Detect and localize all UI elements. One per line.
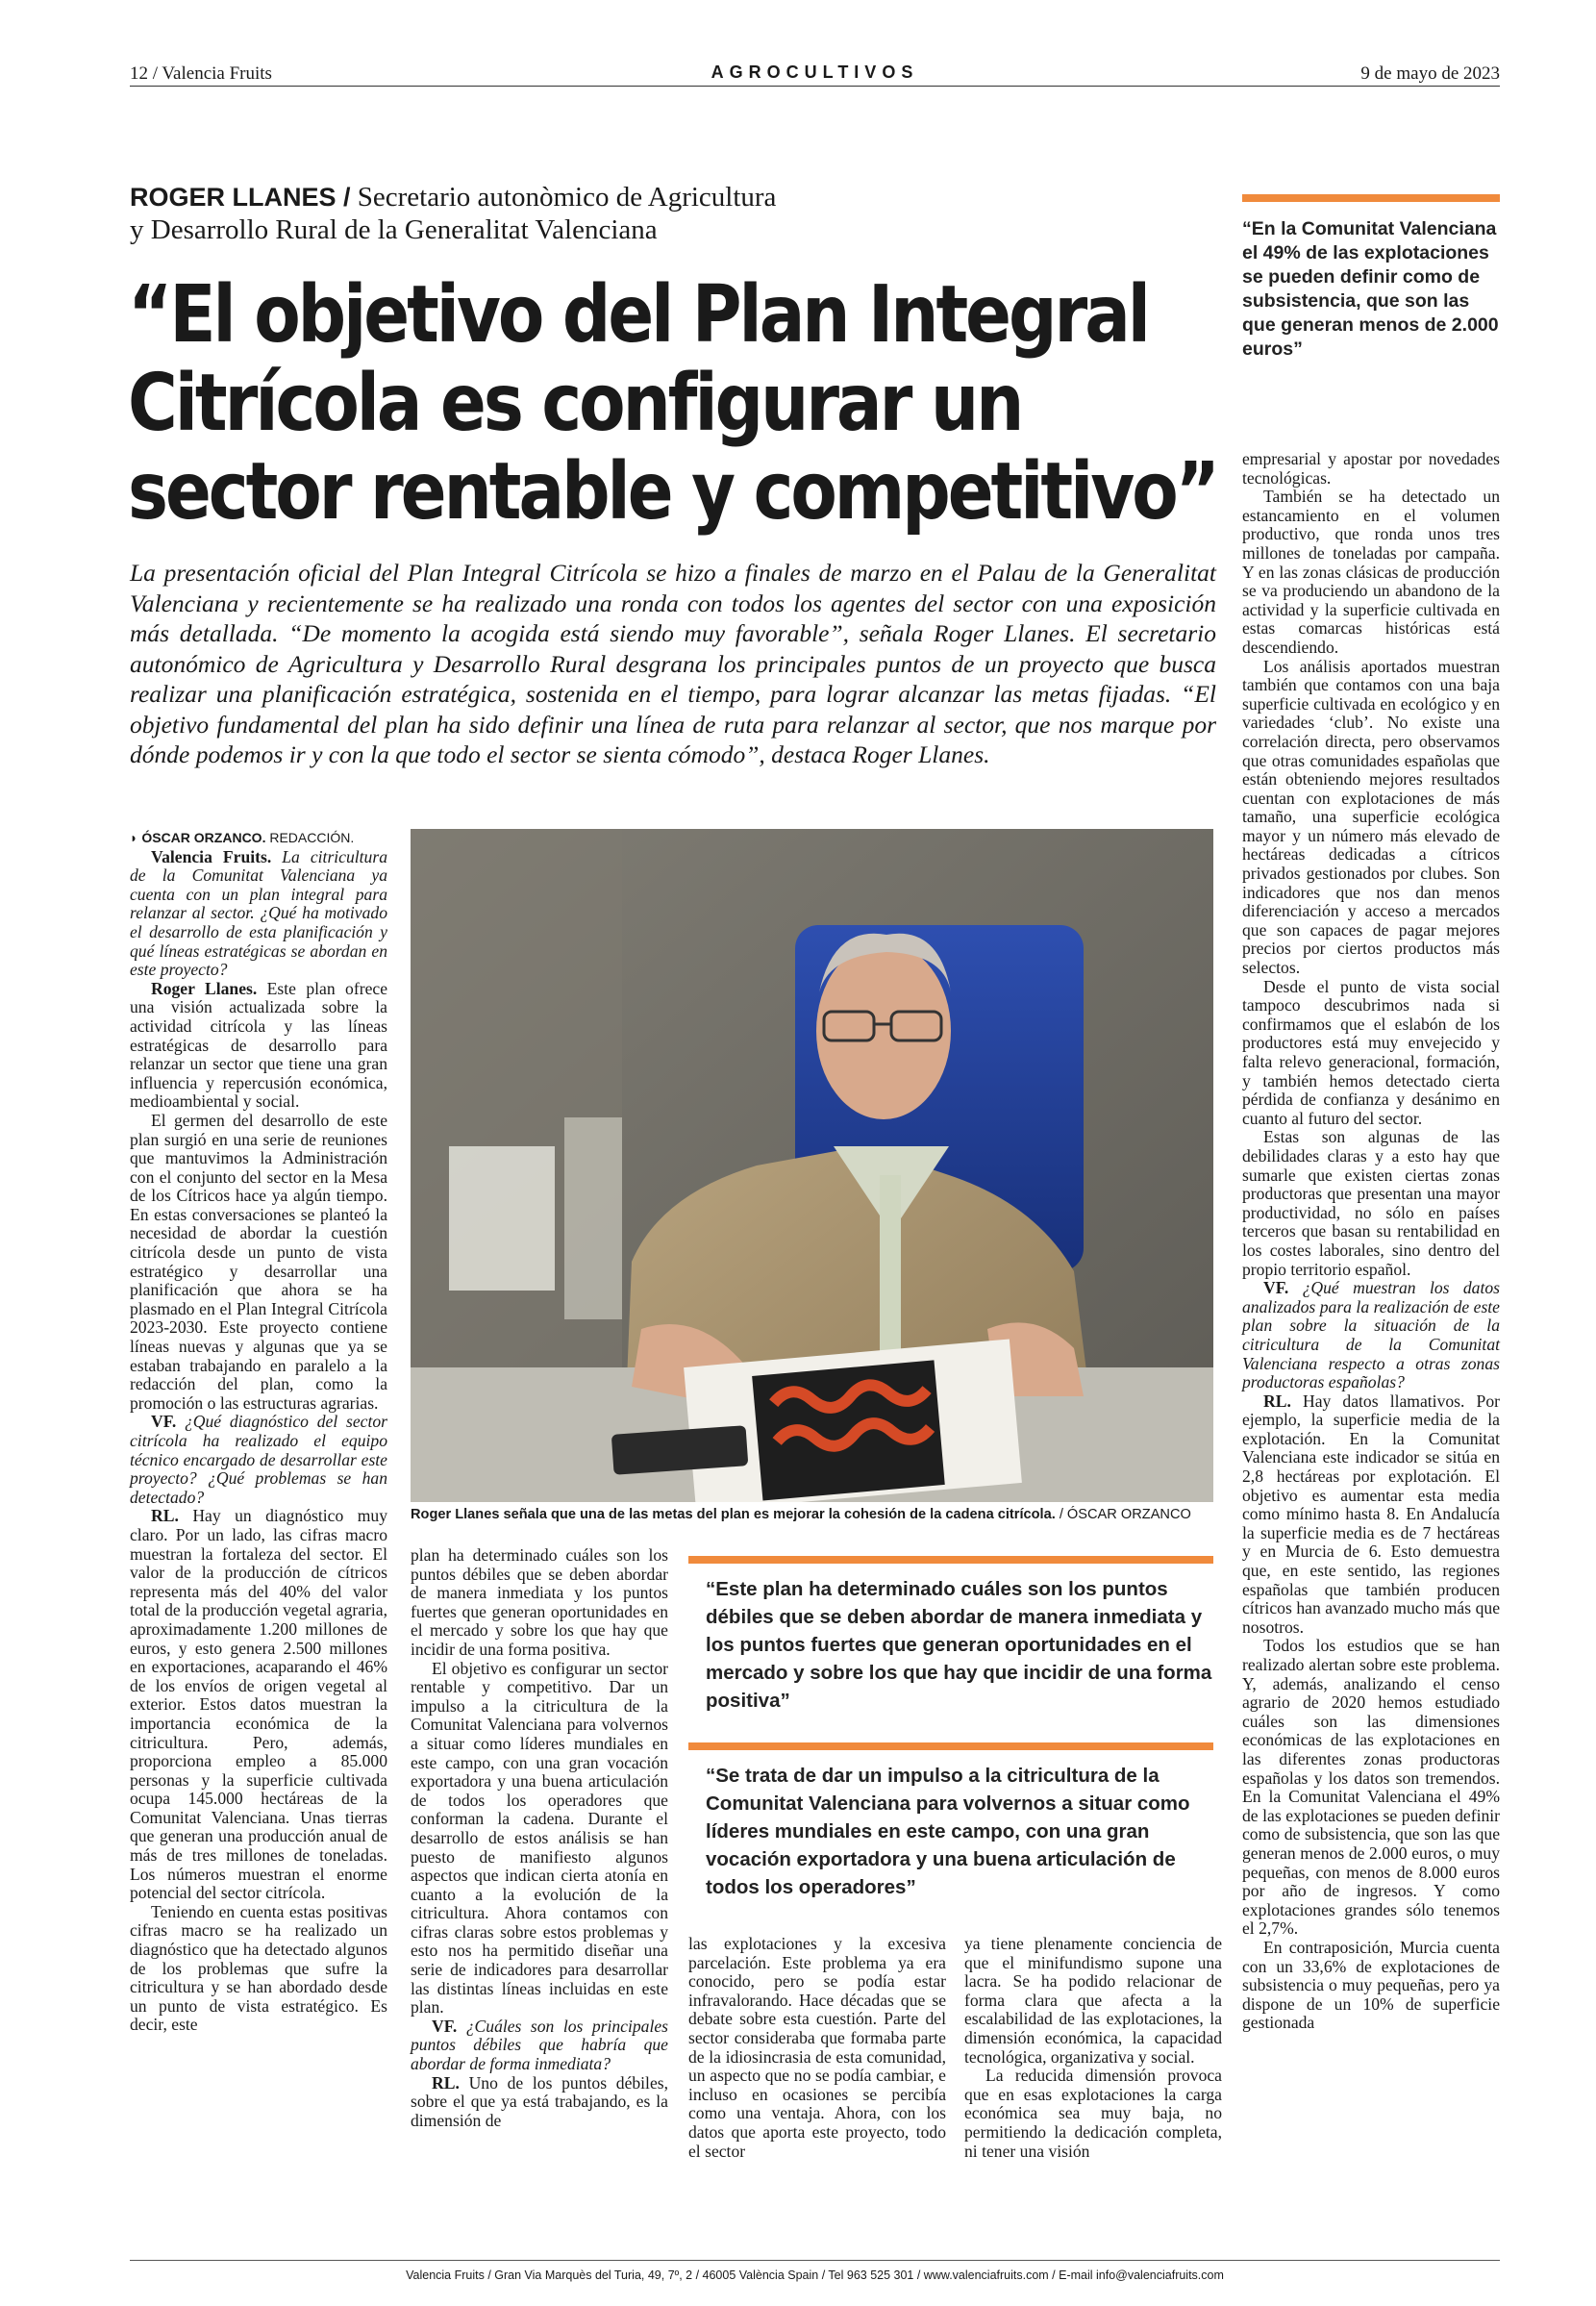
paragraph-text: El germen del desarrollo de este plan surgió en una serie de reuniones que mantuvimos la Administración con el conjunto del sector en la Mesa de los Cítricos hace ya algún tiempo. En estas conversaciones se planteó la necesidad de abordar la cuestión citrícola desde un punto de vista estratégico y desarrollar una planificación que ahora se ha plasmado en el Plan Integral Citrícola 2023-2030. Este proyecto contiene líneas nuevas y algunas que ya se estaban trabajando en paralelo a la redacción del plan, como la promoción o las estructuras agrarias. xyxy=(130,1110,387,1413)
interview-question: ¿Qué diagnóstico del sector citrícola ha realizado el equipo técnico encargado de desarrollar este proyecto? ¿Qué problemas se han detectado? xyxy=(130,1412,387,1507)
speaker-lead: RL. xyxy=(1263,1391,1303,1411)
paragraph-text: La reducida dimensión provoca que en esas explotaciones la carga económica sea muy baja, no permitiendo la dedicación completa, ni tener una visión xyxy=(964,2066,1222,2161)
paragraph-text: En contraposición, Murcia cuenta con un 33,6% de explotaciones de subsistencia o muy pequeñas, pero ya dispone de un 10% de superficie gestionada xyxy=(1242,1937,1500,2033)
speaker-lead: Roger Llanes. xyxy=(151,978,267,998)
body-paragraph xyxy=(130,1112,387,1414)
interviewee-role-2: y Desarrollo Rural de la Generalitat Valenciana xyxy=(130,214,658,245)
body-paragraph xyxy=(1242,658,1500,978)
accent-bar xyxy=(688,1742,1213,1750)
issue-date: 9 de mayo de 2023 xyxy=(1360,63,1500,84)
interviewee-byline xyxy=(130,181,1207,246)
body-column-5 xyxy=(1242,450,1500,2033)
page-number-section: 12 / Valencia Fruits xyxy=(130,63,272,84)
headline: “El objetivo del Plan Integral Citrícola es configurar un sector rentable y competitivo” xyxy=(128,269,1218,538)
paragraph-text: El objetivo es configurar un sector rentable y competitivo. Dar un impulso a la citricultura de la Comunitat Valenciana para volvernos a situar como líderes mundiales en este campo, con una gran vocación exportadora y una buena articulación de todos los operadores que conforman la cadena. Durante el desarrollo de estos análisis se han puesto de manifiesto algunos aspectos que indican cierta atonía en cuanto a la evolución de la citricultura. Ahora contamos con cifras claras sobre estos problemas y esto nos ha permitido diseñar una serie de indicadores para desarrollar las distintas líneas incluidas en este plan. xyxy=(411,1658,668,2018)
pull-quote-1 xyxy=(688,1556,1213,1715)
intro-paragraph: La presentación oficial del Plan Integral Citrícola se hizo a finales de marzo en el Palau de la Generalitat Valenciana y recientemente se ha realizado una ronda con todos los agentes del sector con una exposición más detallada. “De momento la acogida está siendo muy favorable”, señala Roger Llanes. El secretario autonómico de Agricultura y Desarrollo Rural desgrana los principales puntos de un proyecto que busca realizar una planificación estratégica, sostenida en el tiempo, para lograr alcanzar las metas fijadas. “El objetivo fundamental del plan ha sido definir una línea de ruta para relanzar al sector, que nos marque por dónde podemos ir y con la que todo el sector se sienta cómodo”, destaca Roger Llanes. xyxy=(130,559,1216,768)
paragraph-text: Hay datos llamativos. Por ejemplo, la superficie media de la explotación. En la Comunitat Valenciana este indicador se sitúa en 2,8 hectáreas por explotación. El objetivo es aumentar esta media como mínimo hasta 8. En Andalucía la superficie media es de 7 hectáreas y en Murcia de 6. Esto demuestra que, en este sentido, las regiones españolas que también producen cítricos han avanzado mucho más que nosotros. xyxy=(1242,1391,1500,1637)
interview-question: La citricultura de la Comunitat Valenciana ya cuenta con un plan integral para relanzar al sector. ¿Qué ha motivado el desarrollo de esta planificación y qué líneas estratégicas se abordan en este proyecto? xyxy=(130,846,387,980)
photo-illustration xyxy=(411,829,1213,1502)
paragraph-text: Hay un diagnóstico muy claro. Por un lado, las cifras macro muestran la fortaleza del sector. El valor de la producción de cítricos representa más del 40% del valor total de la producción vegetal agraria, aproximadamente 1.200 millones de euros, y esto genera 2.500 millones en exportaciones, acaparando el 46% de los envíos de origen vegetal al exterior. Estos datos muestran la importancia económica de la citricultura. Pero, además, proporciona empleo a 85.000 personas y la superficie cultivada ocupa 145.000 hectáreas de la Comunitat Valenciana. Unas tierras que generan una producción anual de más de tres millones de toneladas. Los números muestran el enorme potencial del sector citrícola. xyxy=(130,1506,387,1903)
column-text xyxy=(130,848,387,2035)
body-paragraph xyxy=(688,1935,946,2161)
portrait-photo xyxy=(411,829,1213,1502)
body-paragraph xyxy=(1242,450,1500,488)
pull-quote-text: “En la Comunitat Valenciana el 49% de las explotaciones se pueden definir como de subsistencia, que son las que generan menos de 2.000 euros” xyxy=(1242,218,1499,360)
paragraph-text: Desde el punto de vista social tampoco descubrimos nada si confirmamos que el eslabón de los productores está muy envejecido y falta relevo generacional, formación, y también hemos detectado cierta pérdida de confianza y desánimo en cuanto al futuro del sector. xyxy=(1242,976,1500,1128)
body-paragraph xyxy=(1242,1637,1500,1939)
paragraph-text: empresarial y apostar por novedades tecnológicas. xyxy=(1242,449,1500,488)
paragraph-text: las explotaciones y la excesiva parcelación. Este problema ya era conocido, pero se podía estar infravalorando. Hace décadas que se debate sobre esta cuestión. Parte del sector consideraba que formaba parte de la idiosincrasia de esta comunidad, un aspecto que no se podía cambiar, e incluso en ocasiones se percibía como una ventaja. Ahora, con los datos que aporta este proyecto, todo el sector xyxy=(688,1934,946,2161)
body-column-1 xyxy=(130,829,387,2035)
author-credit: ◗ ÓSCAR ORZANCO. REDACCIÓN. xyxy=(130,830,355,845)
interviewee-name: ROGER LLANES / xyxy=(130,183,351,212)
page-footer: Valencia Fruits / Gran Via Marquès del Turia, 49, 7º, 2 / 46005 València Spain / Tel 963 525 301 / www.valenciafruits.com / E-mail info@valenciafruits.com xyxy=(130,2260,1500,2282)
paragraph-text: Teniendo en cuenta estas positivas cifras macro se ha realizado un diagnóstico que ha detectado algunos de los problemas que sufre la citricultura y se han abordado desde un punto de vista estratégico. Es decir, este xyxy=(130,1901,387,2035)
speaker-lead: Valencia Fruits. xyxy=(151,846,283,866)
speaker-lead: RL. xyxy=(432,2072,469,2093)
caption-text: Roger Llanes señala que una de las metas del plan es mejorar la cohesión de la cadena citrícola. xyxy=(411,1507,1056,1522)
body-paragraph xyxy=(130,980,387,1112)
body-paragraph xyxy=(964,2067,1222,2161)
section-title: AGROCULTIVOS xyxy=(711,63,919,82)
paragraph-text: plan ha determinado cuáles son los puntos débiles que se deben abordar de manera inmediata y los puntos fuertes que generan oportunidades en el mercado y sobre los que hay que incidir de una forma positiva. xyxy=(411,1545,668,1659)
body-paragraph xyxy=(130,848,387,980)
paragraph-text: Los análisis aportados muestran también que contamos con una baja superficie cultivada en ecológico y en variedades ‘club’. No existe una correlación directa, pero observamos que otras comunidades españolas que están obteniendo mejores resultados cuentan con explotaciones de más tamaño, una superficie ecológica mayor y un número más elevado de hectáreas dedicadas a cítricos privados gestionados por clubes. Son indicadores que nos dan menos diferenciación y acceso a mercados que son capaces de pagar mejores precios por ciertos productos más selectos. xyxy=(1242,656,1500,978)
body-paragraph xyxy=(1242,1392,1500,1638)
photo-caption xyxy=(411,1506,1213,1523)
body-paragraph xyxy=(411,2074,668,2131)
interviewee-role-1: Secretario autonòmico de Agricultura xyxy=(357,182,777,213)
speaker-lead: VF. xyxy=(432,2016,466,2036)
paragraph-text: Uno de los puntos débiles, sobre el que ya está trabajando, es la dimensión de xyxy=(411,2072,668,2130)
paragraph-text: Estas son algunas de las debilidades claras y a esto hay que sumarle que existen ciertas zonas productoras que presentan una mayor productividad, no sólo en países terceros que basan su rentabilidad en los costes laborales, sino dentro del propio territorio español. xyxy=(1242,1127,1500,1279)
interview-question: ¿Qué muestran los datos analizados para la realización de este plan sobre la situación de la citricultura de la Comunitat Valenciana respecto a otras zonas productoras españolas? xyxy=(1242,1278,1501,1392)
sidebar-pull-quote xyxy=(1242,194,1500,362)
speaker-lead: VF. xyxy=(1263,1278,1303,1298)
body-paragraph xyxy=(1242,488,1500,657)
speaker-lead: VF. xyxy=(151,1412,185,1432)
pull-quote-text: “Este plan ha determinado cuáles son los puntos débiles que se deben abordar de manera inmediata y los puntos fuertes que generan oportunidades en el mercado y sobre los que hay que incidir de una forma positiva” xyxy=(706,1578,1212,1712)
speaker-lead: RL. xyxy=(151,1506,193,1526)
interview-question: ¿Cuáles son los principales puntos débiles que habría que abordar de forma inmediata? xyxy=(411,2016,668,2074)
accent-bar xyxy=(688,1556,1213,1564)
body-paragraph xyxy=(130,1507,387,1902)
page-header xyxy=(130,60,1500,87)
body-column-4 xyxy=(964,1935,1222,2161)
body-paragraph xyxy=(130,1413,387,1507)
photo-credit: / ÓSCAR ORZANCO xyxy=(1059,1507,1191,1522)
paragraph-text: Este plan ofrece una visión actualizada sobre la actividad citrícola y las líneas estratégicas de desarrollo para relanzar un sector que tiene una gran influencia y repercusión económica, medioambiental y social. xyxy=(130,978,387,1112)
accent-bar xyxy=(1242,194,1500,202)
pull-quote-2 xyxy=(688,1742,1213,1901)
pull-quote-text: “Se trata de dar un impulso a la citricultura de la Comunitat Valenciana para volvernos a situar como líderes mundiales en este campo, con una gran vocación exportadora y una buena articulación de todos los operadores” xyxy=(706,1765,1190,1898)
paragraph-text: También se ha detectado un estancamiento en el volumen productivo, que ronda unos tres millones de toneladas por campaña. Y en las zonas clásicas de producción se va produciendo un abandono de la actividad y la superficie cultivada en estas comarcas históricas está descendiendo. xyxy=(1242,487,1500,657)
body-paragraph xyxy=(1242,978,1500,1129)
body-paragraph xyxy=(1242,1939,1500,2033)
paragraph-text: Todos los estudios que se han realizado alertan sobre este problema. Y, además, analizando el censo agrario de 2020 hemos estudiado cuáles son las dimensiones económicas de las explotaciones en las diferentes zonas productoras españolas y los datos son tremendos. En la Comunitat Valenciana el 49% de las explotaciones se pueden definir como de subsistencia, que son las que generan menos de 2.000 euros, o muy pequeñas, con menos de 8.000 euros por año de ingresos. Y como explotaciones grandes sólo tenemos el 2,7%. xyxy=(1242,1636,1500,1939)
body-paragraph xyxy=(411,1660,668,2018)
body-column-3 xyxy=(688,1935,946,2161)
body-paragraph xyxy=(964,1935,1222,2067)
paragraph-text: ya tiene plenamente conciencia de que el minifundismo supone una lacra. Se ha podido relacionar de forma clara que afecta a la escalabilidad de las explotaciones, la dimensión económica, la capacidad tecnológica, organizativa y social. xyxy=(964,1934,1222,2067)
body-paragraph xyxy=(411,1546,668,1660)
body-column-2 xyxy=(411,1546,668,2130)
body-paragraph xyxy=(1242,1279,1500,1392)
body-paragraph xyxy=(1242,1128,1500,1279)
body-paragraph xyxy=(130,1903,387,2035)
body-paragraph xyxy=(411,2018,668,2074)
